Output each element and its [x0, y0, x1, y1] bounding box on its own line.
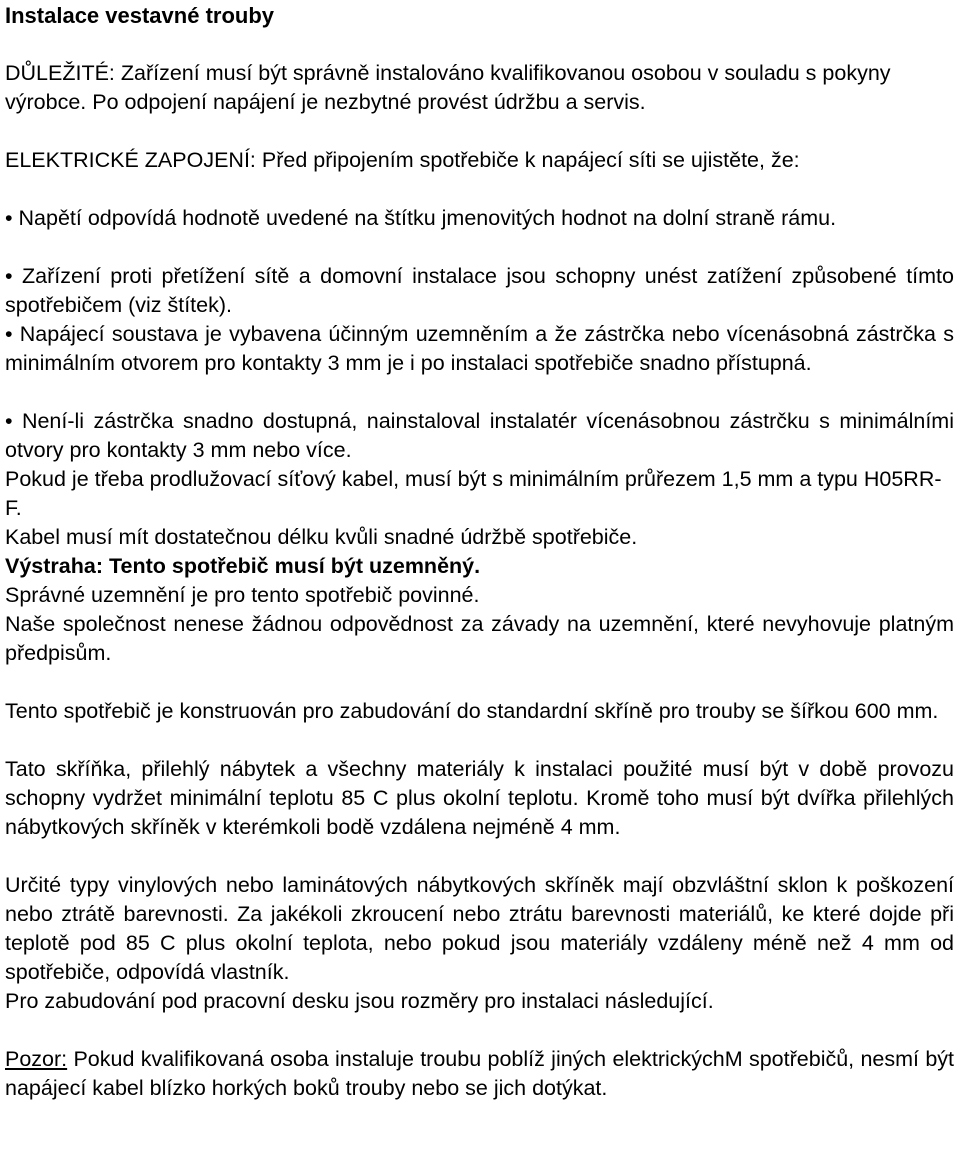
cabinet-paragraph: Tento spotřebič je konstruován pro zabudování do standardní skříně pro trouby se šířkou 600 mm.	[5, 699, 939, 723]
important-notice: DŮLEŽITÉ: Zařízení musí být správně instalováno kvalifikovanou osobou v souladu s pokyny výrobce. Po odpojení napájení je nezbytné provést údržbu a servis.	[5, 61, 891, 114]
bullet-overload-protection: • Zařízení proti přetížení sítě a domovní instalace jsou schopny unést zatížení způsobené tímto spotřebičem (viz štítek).	[5, 264, 954, 317]
liability-paragraph: Naše společnost nenese žádnou odpovědnost za závady na uzemnění, které nevyhovuje platným předpisům.	[5, 612, 954, 665]
dimensions-paragraph: Pro zabudování pod pracovní desku jsou rozměry pro instalaci následující.	[5, 989, 714, 1013]
grounding-mandatory: Správné uzemnění je pro tento spotřebič povinné.	[5, 583, 480, 607]
caution-label: Pozor:	[5, 1047, 68, 1071]
grounding-warning: Výstraha: Tento spotřebič musí být uzemněný.	[5, 554, 481, 578]
caution-text: Pokud kvalifikovaná osoba instaluje troubu poblíž jiných elektrickýchM spotřebičů, nesmí být napájecí kabel blízko horkých boků trouby nebo se jich dotýkat.	[5, 1047, 954, 1100]
bullet-grounding-plug: • Napájecí soustava je vybavena účinným uzemněním a že zástrčka nebo vícenásobná zástrčka s minimálním otvorem pro kontakty 3 mm je i po instalaci spotřebiče snadno přístupná.	[5, 322, 954, 375]
bullet-plug-access: • Není-li zástrčka snadno dostupná, nainstaloval instalatér vícenásobnou zástrčku s minimálními otvory pro kontakty 3 mm nebo více.	[5, 409, 954, 462]
extension-cable-paragraph: Pokud je třeba prodlužovací síťový kabel, musí být s minimálním průřezem 1,5 mm a typu H05RR-F.	[5, 467, 942, 520]
document-title: Instalace vestavné trouby	[5, 3, 275, 28]
vinyl-paragraph: Určité typy vinylových nebo laminátových nábytkových skříněk mají obzvláštní sklon k poškození nebo ztrátě barevnosti. Za jakékoli zkroucení nebo ztrátu barevnosti materiálů, ke které dojde při teplotě pod 85 C plus okolní teplota, nebo pokud jsou materiály vzdáleny méně než 4 mm od spotřebiče, odpovídá vlastník.	[5, 873, 954, 984]
cable-length-paragraph: Kabel musí mít dostatečnou délku kvůli snadné údržbě spotřebiče.	[5, 525, 638, 549]
caution-paragraph	[5, 1045, 954, 1103]
bullet-voltage: • Napětí odpovídá hodnotě uvedené na štítku jmenovitých hodnot na dolní straně rámu.	[5, 206, 837, 230]
electrical-connection-intro: ELEKTRICKÉ ZAPOJENÍ: Před připojením spotřebiče k napájecí síti se ujistěte, že:	[5, 148, 800, 172]
materials-paragraph: Tato skříňka, přilehlý nábytek a všechny materiály k instalaci použité musí být v době provozu schopny vydržet minimální teplotu 85 C plus okolní teplotu. Kromě toho musí být dvířka přilehlých nábytkových skříněk v kterémkoli bodě vzdálena nejméně 4 mm.	[5, 757, 954, 839]
